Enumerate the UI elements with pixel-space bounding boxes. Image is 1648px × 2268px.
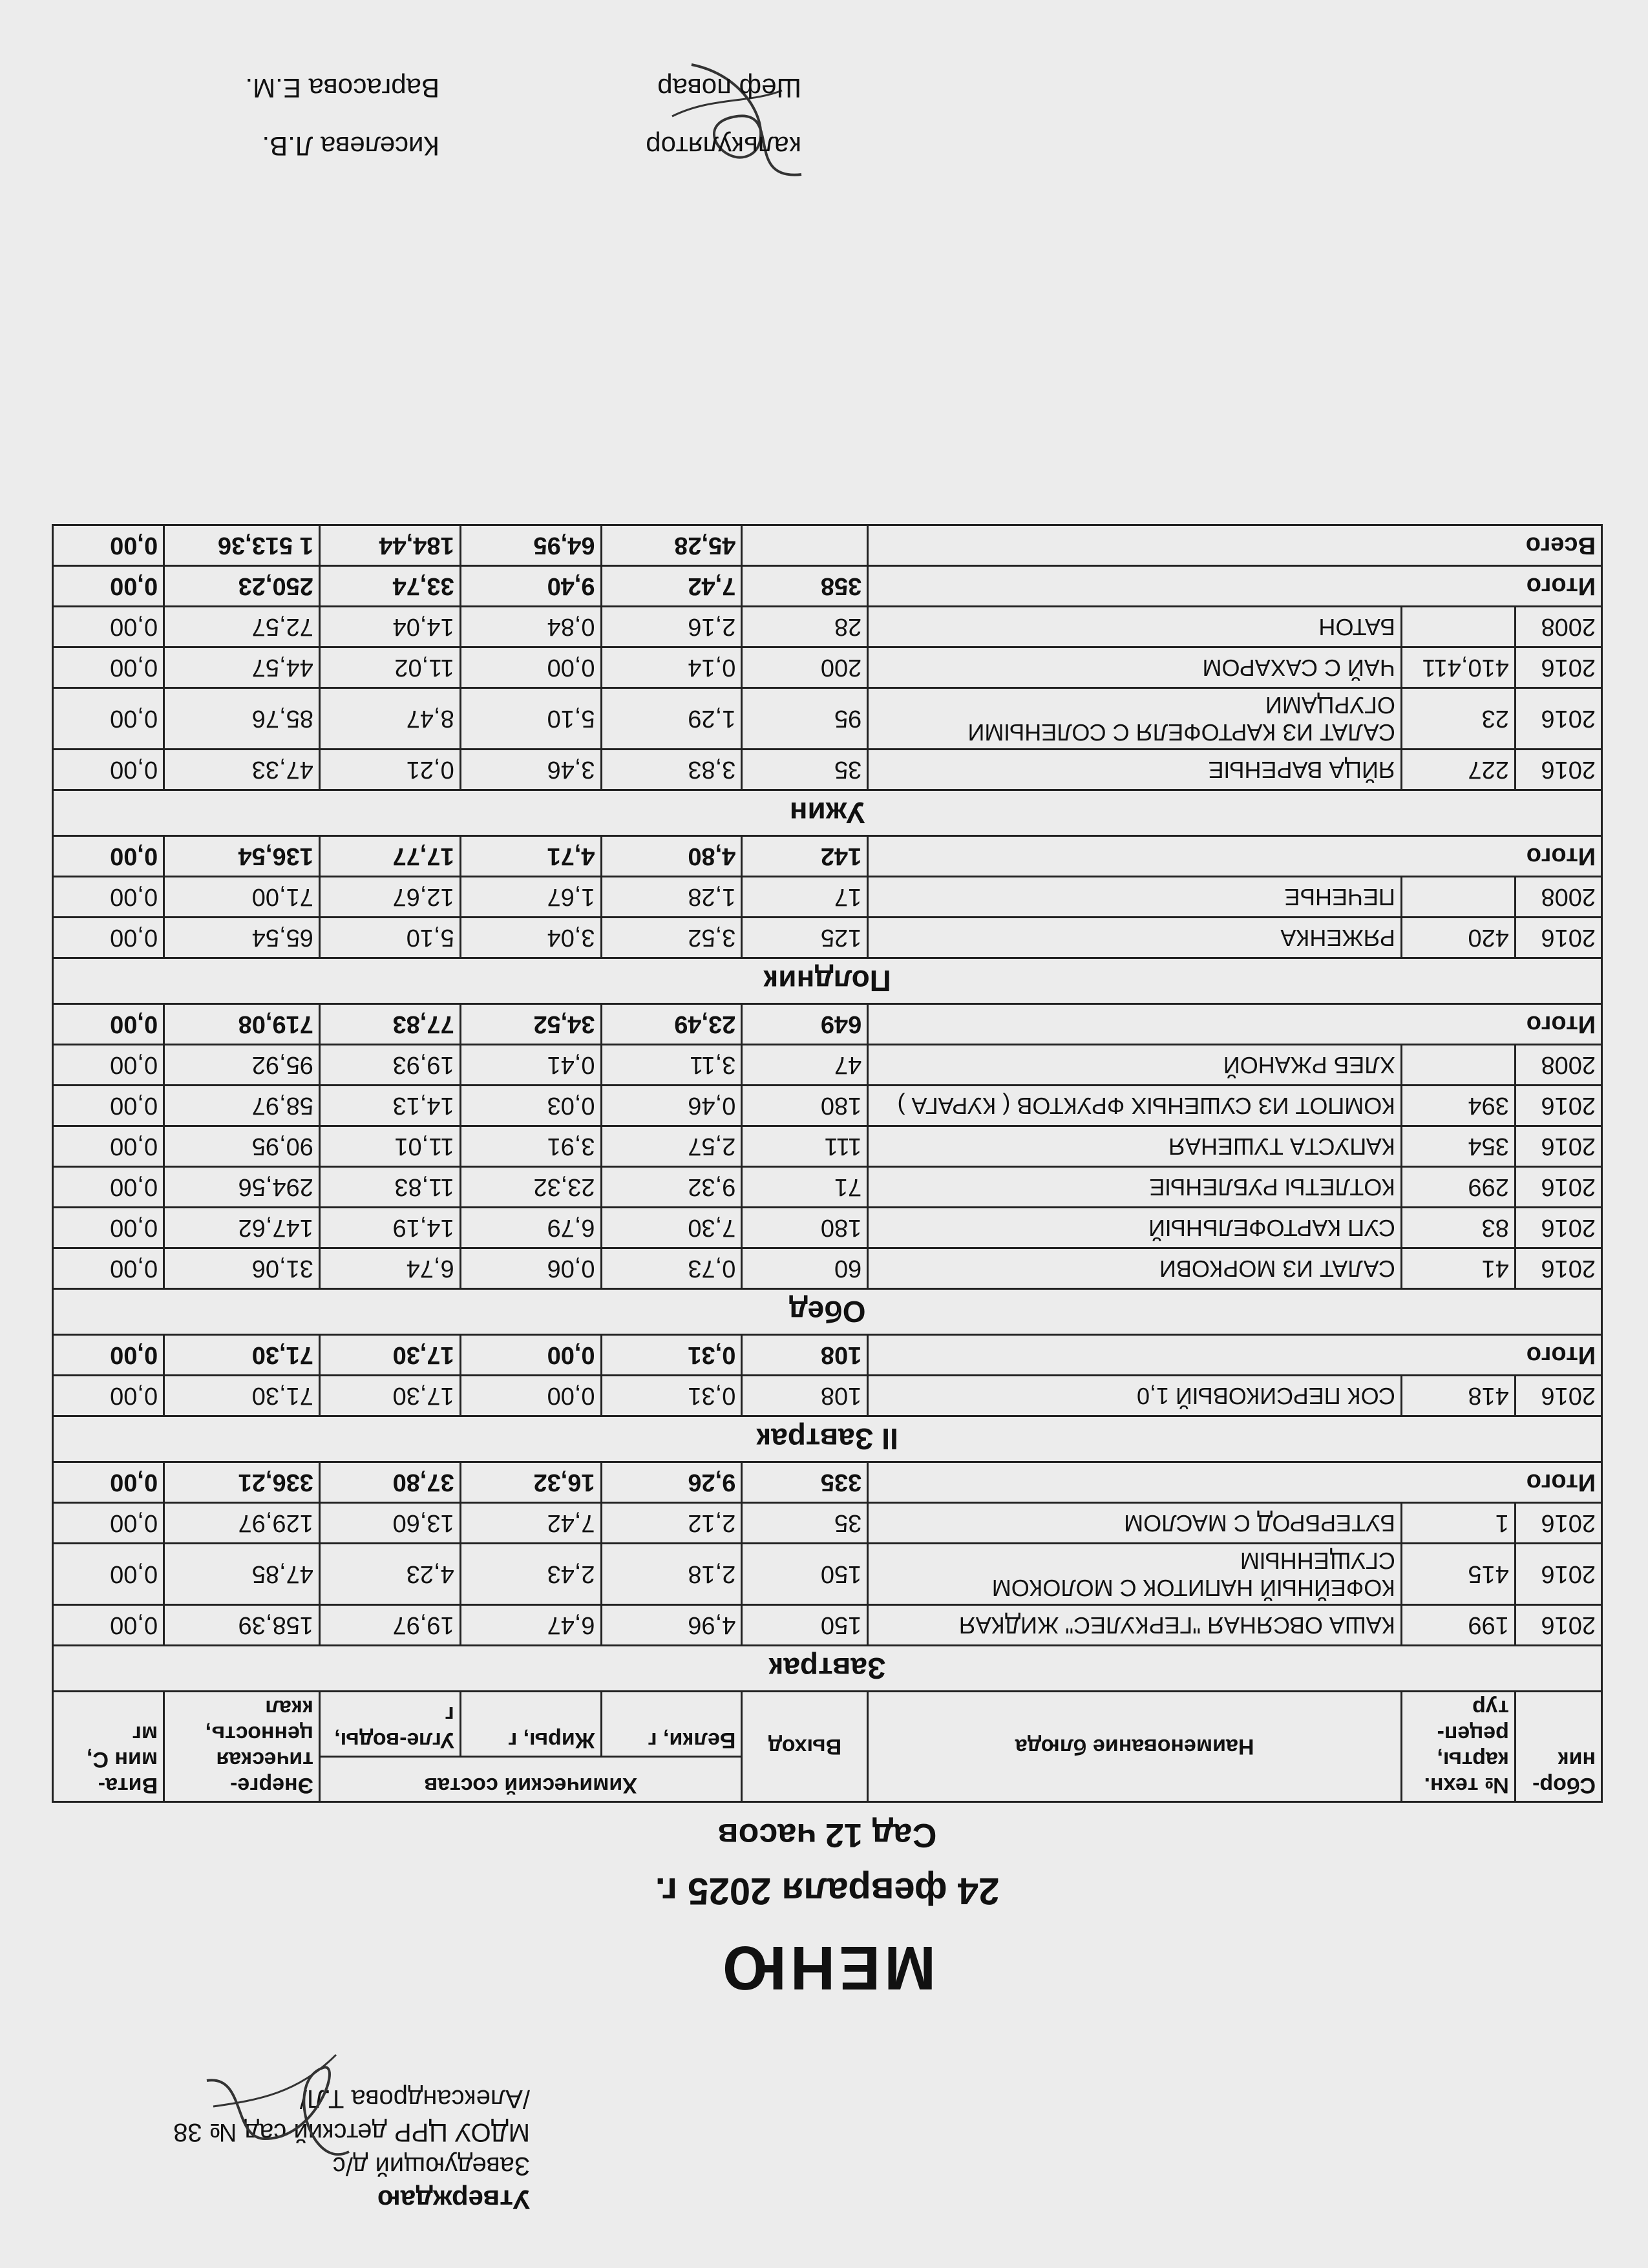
cell-sbornik: 2016 xyxy=(1515,647,1601,688)
cell-carbs: 11,01 xyxy=(319,1126,460,1167)
total-label: Итого xyxy=(868,1335,1602,1376)
cell-carbs: 8,47 xyxy=(319,688,460,750)
meal-title: Обед xyxy=(53,1289,1602,1335)
cell-dish-name: ЯЙЦА ВАРЕНЫЕ xyxy=(868,750,1402,790)
cell-carbs: 19,97 xyxy=(319,1605,460,1646)
cell-protein: 0,46 xyxy=(601,1086,742,1126)
menu-row xyxy=(53,688,1602,750)
cell-sbornik: 2016 xyxy=(1515,1376,1601,1416)
signature-row xyxy=(90,45,801,103)
cell-dish-name: СОК ПЕРСИКОВЫЙ 1,0 xyxy=(868,1376,1402,1416)
menu-row xyxy=(53,1167,1602,1208)
cell-sbornik: 2016 xyxy=(1515,1248,1601,1289)
cell-protein: 3,83 xyxy=(601,750,742,790)
cell-dish-name: СУП КАРТОФЕЛЬНЫЙ xyxy=(868,1208,1402,1248)
cell-carbs: 19,93 xyxy=(319,1045,460,1086)
signature-name: Варгасова Е.М. xyxy=(245,73,439,103)
cell-protein: 1,28 xyxy=(601,877,742,918)
cell-output: 125 xyxy=(742,918,868,958)
total-label: Итого xyxy=(868,566,1602,607)
cell-fat: 2,43 xyxy=(460,1544,601,1605)
total-energy: 250,23 xyxy=(164,566,320,607)
total-vitamin: 0,00 xyxy=(53,1335,164,1376)
cell-protein: 3,11 xyxy=(601,1045,742,1086)
header-chem: Химический состав xyxy=(319,1757,742,1802)
menu-row xyxy=(53,1126,1602,1167)
total-output: 649 xyxy=(742,1004,868,1045)
cell-sbornik: 2016 xyxy=(1515,918,1601,958)
approval-line-3: /Александрова Т.Л/ xyxy=(299,2084,530,2113)
approval-title: Утверждаю xyxy=(377,2185,530,2215)
cell-carbs: 14,04 xyxy=(319,607,460,647)
cell-protein: 2,57 xyxy=(601,1126,742,1167)
cell-vitamin: 0,00 xyxy=(53,877,164,918)
cell-energy: 47,85 xyxy=(164,1544,320,1605)
total-fat: 9,40 xyxy=(460,566,601,607)
cell-output: 47 xyxy=(742,1045,868,1086)
meal-heading-row xyxy=(53,790,1602,836)
total-fat: 4,71 xyxy=(460,836,601,877)
cell-dish-name: РЯЖЕНКА xyxy=(868,918,1402,958)
menu-row xyxy=(53,607,1602,647)
cell-sbornik: 2016 xyxy=(1515,1503,1601,1544)
cell-output: 150 xyxy=(742,1544,868,1605)
cell-dish-name: БАТОН xyxy=(868,607,1402,647)
cell-output: 150 xyxy=(742,1605,868,1646)
total-output: 142 xyxy=(742,836,868,877)
total-label: Всего xyxy=(868,525,1602,566)
meal-heading-row xyxy=(53,1646,1602,1692)
cell-energy: 71,00 xyxy=(164,877,320,918)
meal-title: Ужин xyxy=(53,790,1602,836)
cell-protein: 0,73 xyxy=(601,1248,742,1289)
cell-recipe: 23 xyxy=(1401,688,1515,750)
menu-row xyxy=(53,1208,1602,1248)
cell-sbornik: 2016 xyxy=(1515,1544,1601,1605)
cell-energy: 58,97 xyxy=(164,1086,320,1126)
meal-total-row xyxy=(53,1462,1602,1503)
header-protein: Белки, г xyxy=(601,1692,742,1757)
total-energy: 719,08 xyxy=(164,1004,320,1045)
cell-energy: 71,30 xyxy=(164,1376,320,1416)
cell-recipe: 1 xyxy=(1401,1503,1515,1544)
cell-recipe: 420 xyxy=(1401,918,1515,958)
cell-protein: 2,16 xyxy=(601,607,742,647)
cell-energy: 65,54 xyxy=(164,918,320,958)
cell-protein: 2,12 xyxy=(601,1503,742,1544)
cell-output: 180 xyxy=(742,1086,868,1126)
cell-sbornik: 2016 xyxy=(1515,688,1601,750)
cell-vitamin: 0,00 xyxy=(53,918,164,958)
cell-sbornik: 2008 xyxy=(1515,607,1601,647)
cell-vitamin: 0,00 xyxy=(53,688,164,750)
cell-fat: 3,04 xyxy=(460,918,601,958)
cell-recipe xyxy=(1401,607,1515,647)
meal-title: Завтрак xyxy=(53,1646,1602,1692)
cell-carbs: 6,74 xyxy=(319,1248,460,1289)
cell-dish-name: САЛАТ ИЗ КАРТОФЕЛЯ С СОЛЕНЫМИ ОГУРЦАМИ xyxy=(868,688,1402,750)
meal-total-row xyxy=(53,1335,1602,1376)
grand-total-row xyxy=(53,525,1602,566)
cell-fat: 1,67 xyxy=(460,877,601,918)
menu-row xyxy=(53,647,1602,688)
menu-row xyxy=(53,877,1602,918)
cell-sbornik: 2016 xyxy=(1515,1167,1601,1208)
total-output xyxy=(742,525,868,566)
cell-protein: 9,32 xyxy=(601,1167,742,1208)
menu-row xyxy=(53,750,1602,790)
cell-vitamin: 0,00 xyxy=(53,1248,164,1289)
cell-vitamin: 0,00 xyxy=(53,607,164,647)
total-vitamin: 0,00 xyxy=(53,1462,164,1503)
cell-vitamin: 0,00 xyxy=(53,1126,164,1167)
cell-vitamin: 0,00 xyxy=(53,1503,164,1544)
signature-role: Шеф повар xyxy=(657,73,801,103)
total-label: Итого xyxy=(868,836,1602,877)
cell-recipe xyxy=(1401,877,1515,918)
cell-energy: 95,92 xyxy=(164,1045,320,1086)
cell-fat: 0,06 xyxy=(460,1248,601,1289)
total-energy: 1 513,36 xyxy=(164,525,320,566)
cell-dish-name: ПЕЧЕНЬЕ xyxy=(868,877,1402,918)
cell-fat: 0,03 xyxy=(460,1086,601,1126)
total-carbs: 17,30 xyxy=(319,1335,460,1376)
cell-carbs: 17,30 xyxy=(319,1376,460,1416)
cell-dish-name: КОФЕЙНЫЙ НАПИТОК С МОЛОКОМ СГУЩЕННЫМ xyxy=(868,1544,1402,1605)
cell-vitamin: 0,00 xyxy=(53,1605,164,1646)
menu-row xyxy=(53,1605,1602,1646)
total-protein: 7,42 xyxy=(601,566,742,607)
cell-carbs: 14,19 xyxy=(319,1208,460,1248)
menu-row xyxy=(53,1248,1602,1289)
cell-protein: 0,14 xyxy=(601,647,742,688)
approval-line-2: МДОУ ЦРР детский сад № 38 xyxy=(173,2118,530,2147)
cell-fat: 3,91 xyxy=(460,1126,601,1167)
cell-dish-name: БУТЕРБРОД С МАСЛОМ xyxy=(868,1503,1402,1544)
cell-recipe: 299 xyxy=(1401,1167,1515,1208)
cell-fat: 0,41 xyxy=(460,1045,601,1086)
cell-recipe: 227 xyxy=(1401,750,1515,790)
meal-heading-row xyxy=(53,958,1602,1004)
signature-role: калькулятор xyxy=(646,131,801,162)
meal-title: Полдник xyxy=(53,958,1602,1004)
cell-recipe: 415 xyxy=(1401,1544,1515,1605)
header-recipe: № техн. карты, рецеп-тур xyxy=(1401,1692,1515,1802)
cell-sbornik: 2016 xyxy=(1515,1208,1601,1248)
cell-vitamin: 0,00 xyxy=(53,1544,164,1605)
total-vitamin: 0,00 xyxy=(53,1004,164,1045)
total-fat: 0,00 xyxy=(460,1335,601,1376)
menu-row xyxy=(53,1503,1602,1544)
cell-carbs: 5,10 xyxy=(319,918,460,958)
header-sbornik: Сбор-ник xyxy=(1515,1692,1601,1802)
header-energy: Энерге-тическая ценность, ккал xyxy=(164,1692,320,1802)
cell-energy: 85,76 xyxy=(164,688,320,750)
cell-output: 17 xyxy=(742,877,868,918)
cell-dish-name: КАША ОВСЯНАЯ "ГЕРКУЛЕС" ЖИДКАЯ xyxy=(868,1605,1402,1646)
cell-recipe: 354 xyxy=(1401,1126,1515,1167)
cell-recipe xyxy=(1401,1045,1515,1086)
cell-vitamin: 0,00 xyxy=(53,1376,164,1416)
meal-heading-row xyxy=(53,1416,1602,1462)
cell-energy: 72,57 xyxy=(164,607,320,647)
age-group: Сад 12 часов xyxy=(717,1816,937,1854)
cell-fat: 3,46 xyxy=(460,750,601,790)
cell-dish-name: ХЛЕБ РЖАНОЙ xyxy=(868,1045,1402,1086)
cell-protein: 3,52 xyxy=(601,918,742,958)
cell-dish-name: ЧАЙ С САХАРОМ xyxy=(868,647,1402,688)
cell-vitamin: 0,00 xyxy=(53,1086,164,1126)
cell-energy: 47,33 xyxy=(164,750,320,790)
signature-row xyxy=(90,103,801,162)
cell-fat: 0,84 xyxy=(460,607,601,647)
cell-fat: 23,32 xyxy=(460,1167,601,1208)
cell-energy: 147,62 xyxy=(164,1208,320,1248)
cell-fat: 0,00 xyxy=(460,647,601,688)
cell-vitamin: 0,00 xyxy=(53,750,164,790)
meal-heading-row xyxy=(53,1289,1602,1335)
cell-fat: 0,00 xyxy=(460,1376,601,1416)
total-vitamin: 0,00 xyxy=(53,836,164,877)
cell-sbornik: 2016 xyxy=(1515,750,1601,790)
menu-row xyxy=(53,1376,1602,1416)
header-output: Выход xyxy=(742,1692,868,1802)
approval-line-1: Заведующий д/с xyxy=(332,2152,530,2180)
meal-total-row xyxy=(53,836,1602,877)
cell-energy: 90,95 xyxy=(164,1126,320,1167)
header-fat: Жиры, г xyxy=(460,1692,601,1757)
cell-output: 180 xyxy=(742,1208,868,1248)
cell-energy: 31,06 xyxy=(164,1248,320,1289)
cell-carbs: 4,23 xyxy=(319,1544,460,1605)
cell-recipe: 199 xyxy=(1401,1605,1515,1646)
total-carbs: 33,74 xyxy=(319,566,460,607)
menu-row xyxy=(53,1086,1602,1126)
total-fat: 16,32 xyxy=(460,1462,601,1503)
total-vitamin: 0,00 xyxy=(53,525,164,566)
cell-vitamin: 0,00 xyxy=(53,647,164,688)
cell-sbornik: 2016 xyxy=(1515,1126,1601,1167)
total-energy: 136,54 xyxy=(164,836,320,877)
total-label: Итого xyxy=(868,1004,1602,1045)
cell-carbs: 14,13 xyxy=(319,1086,460,1126)
total-energy: 336,21 xyxy=(164,1462,320,1503)
cell-sbornik: 2008 xyxy=(1515,877,1601,918)
cell-energy: 294,56 xyxy=(164,1167,320,1208)
total-label: Итого xyxy=(868,1462,1602,1503)
menu-table xyxy=(52,524,1603,1803)
menu-row xyxy=(53,1045,1602,1086)
cell-output: 200 xyxy=(742,647,868,688)
total-carbs: 184,44 xyxy=(319,525,460,566)
menu-title: МЕНЮ xyxy=(718,1933,936,2002)
meal-total-row xyxy=(53,566,1602,607)
cell-protein: 2,18 xyxy=(601,1544,742,1605)
cell-fat: 7,42 xyxy=(460,1503,601,1544)
total-vitamin: 0,00 xyxy=(53,566,164,607)
cell-sbornik: 2016 xyxy=(1515,1605,1601,1646)
cell-energy: 129,97 xyxy=(164,1503,320,1544)
cell-carbs: 11,02 xyxy=(319,647,460,688)
cell-dish-name: САЛАТ ИЗ МОРКОВИ xyxy=(868,1248,1402,1289)
cell-energy: 158,39 xyxy=(164,1605,320,1646)
cell-sbornik: 2008 xyxy=(1515,1045,1601,1086)
total-carbs: 17,77 xyxy=(319,836,460,877)
cell-dish-name: КАПУСТА ТУШЕНАЯ xyxy=(868,1126,1402,1167)
signature-name: Киселева Л.В. xyxy=(262,131,439,162)
total-fat: 64,95 xyxy=(460,525,601,566)
cell-recipe: 41 xyxy=(1401,1248,1515,1289)
cell-output: 95 xyxy=(742,688,868,750)
meal-total-row xyxy=(53,1004,1602,1045)
cell-fat: 6,79 xyxy=(460,1208,601,1248)
cell-recipe: 394 xyxy=(1401,1086,1515,1126)
total-carbs: 77,83 xyxy=(319,1004,460,1045)
menu-date: 24 февраля 2025 г. xyxy=(655,1870,1000,1912)
menu-row xyxy=(53,918,1602,958)
header-vitamin: Вита-мин С, мг xyxy=(53,1692,164,1802)
cell-protein: 0,31 xyxy=(601,1376,742,1416)
header-dish-name: Наименование блюда xyxy=(868,1692,1402,1802)
total-protein: 45,28 xyxy=(601,525,742,566)
cell-output: 108 xyxy=(742,1376,868,1416)
cell-recipe: 83 xyxy=(1401,1208,1515,1248)
total-energy: 71,30 xyxy=(164,1335,320,1376)
cell-carbs: 12,67 xyxy=(319,877,460,918)
cell-energy: 44,57 xyxy=(164,647,320,688)
total-output: 108 xyxy=(742,1335,868,1376)
cell-recipe: 418 xyxy=(1401,1376,1515,1416)
cell-output: 35 xyxy=(742,1503,868,1544)
menu-body xyxy=(53,525,1602,1692)
signatures-block xyxy=(90,45,801,162)
menu-row xyxy=(53,1544,1602,1605)
cell-sbornik: 2016 xyxy=(1515,1086,1601,1126)
cell-output: 60 xyxy=(742,1248,868,1289)
total-protein: 0,31 xyxy=(601,1335,742,1376)
total-fat: 34,52 xyxy=(460,1004,601,1045)
cell-recipe: 410,411 xyxy=(1401,647,1515,688)
cell-vitamin: 0,00 xyxy=(53,1167,164,1208)
total-protein: 9,26 xyxy=(601,1462,742,1503)
total-protein: 4,80 xyxy=(601,836,742,877)
cell-output: 28 xyxy=(742,607,868,647)
total-output: 335 xyxy=(742,1462,868,1503)
cell-dish-name: КОМПОТ ИЗ СУШЕНЫХ ФРУКТОВ ( КУРАГА ) xyxy=(868,1086,1402,1126)
meal-title: II Завтрак xyxy=(53,1416,1602,1462)
cell-protein: 4,96 xyxy=(601,1605,742,1646)
cell-protein: 1,29 xyxy=(601,688,742,750)
cell-vitamin: 0,00 xyxy=(53,1045,164,1086)
cell-output: 71 xyxy=(742,1167,868,1208)
total-protein: 23,49 xyxy=(601,1004,742,1045)
cell-output: 35 xyxy=(742,750,868,790)
cell-fat: 5,10 xyxy=(460,688,601,750)
cell-carbs: 11,83 xyxy=(319,1167,460,1208)
header-carbs: Угле-воды, г xyxy=(319,1692,460,1757)
total-output: 358 xyxy=(742,566,868,607)
cell-vitamin: 0,00 xyxy=(53,1208,164,1248)
cell-fat: 6,47 xyxy=(460,1605,601,1646)
cell-dish-name: КОТЛЕТЫ РУБЛЕНЫЕ xyxy=(868,1167,1402,1208)
cell-carbs: 13,60 xyxy=(319,1503,460,1544)
director-signature xyxy=(194,2035,362,2178)
cell-carbs: 0,21 xyxy=(319,750,460,790)
cell-protein: 7,30 xyxy=(601,1208,742,1248)
cell-output: 111 xyxy=(742,1126,868,1167)
total-carbs: 37,80 xyxy=(319,1462,460,1503)
